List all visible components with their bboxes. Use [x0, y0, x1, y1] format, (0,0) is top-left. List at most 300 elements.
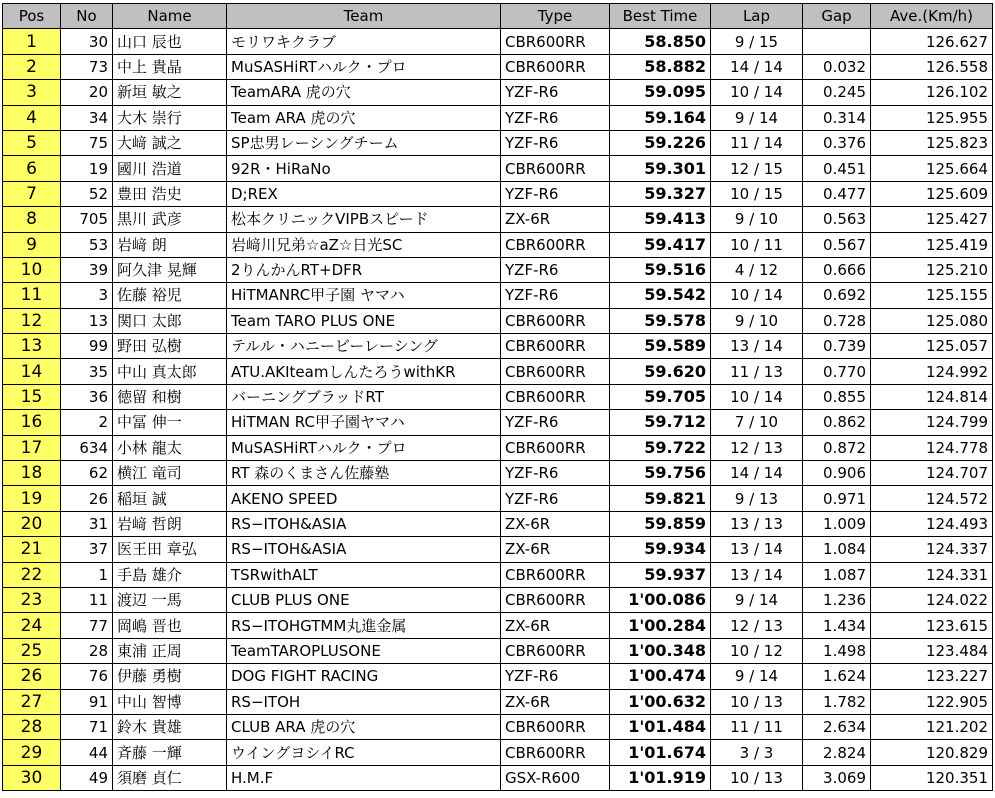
cell-team: RS−ITOHGTMM丸進金属 — [227, 613, 501, 638]
cell-lap: 7 / 10 — [711, 410, 803, 435]
cell-name: 東浦 正周 — [113, 638, 227, 663]
cell-type: CBR600RR — [501, 562, 610, 587]
cell-lap: 10 / 15 — [711, 181, 803, 206]
cell-lap: 11 / 14 — [711, 130, 803, 155]
cell-no: 73 — [61, 54, 113, 79]
cell-no: 99 — [61, 334, 113, 359]
table-row — [3, 410, 993, 435]
results-table — [2, 3, 993, 791]
cell-pos: 9 — [3, 232, 61, 257]
cell-lap: 12 / 13 — [711, 435, 803, 460]
table-row — [3, 181, 993, 206]
cell-name: 須磨 貞仁 — [113, 765, 227, 790]
table-row — [3, 384, 993, 409]
cell-pos: 19 — [3, 486, 61, 511]
table-row — [3, 257, 993, 282]
cell-ave-speed: 124.814 — [871, 384, 993, 409]
cell-gap: 1.009 — [803, 511, 871, 536]
table-row — [3, 156, 993, 181]
cell-team: RS−ITOH&ASIA — [227, 511, 501, 536]
cell-best-time: 1'00.474 — [610, 664, 711, 689]
cell-ave-speed: 125.664 — [871, 156, 993, 181]
cell-best-time: 58.882 — [610, 54, 711, 79]
cell-type: ZX-6R — [501, 689, 610, 714]
cell-lap: 9 / 14 — [711, 587, 803, 612]
cell-pos: 14 — [3, 359, 61, 384]
results-body — [3, 29, 993, 791]
cell-team: ウイングヨシイRC — [227, 740, 501, 765]
cell-no: 19 — [61, 156, 113, 181]
cell-best-time: 1'01.674 — [610, 740, 711, 765]
header-row — [3, 4, 993, 29]
cell-no: 28 — [61, 638, 113, 663]
table-row — [3, 334, 993, 359]
cell-pos: 13 — [3, 334, 61, 359]
cell-no: 91 — [61, 689, 113, 714]
table-row — [3, 308, 993, 333]
cell-lap: 11 / 13 — [711, 359, 803, 384]
cell-lap: 10 / 14 — [711, 384, 803, 409]
cell-name: 豊田 浩史 — [113, 181, 227, 206]
cell-name: 横江 竜司 — [113, 461, 227, 486]
cell-no: 35 — [61, 359, 113, 384]
cell-type: YZF-R6 — [501, 80, 610, 105]
cell-pos: 11 — [3, 283, 61, 308]
cell-gap: 1.087 — [803, 562, 871, 587]
cell-lap: 3 / 3 — [711, 740, 803, 765]
cell-gap: 0.245 — [803, 80, 871, 105]
cell-no: 53 — [61, 232, 113, 257]
cell-lap: 11 / 11 — [711, 714, 803, 739]
table-row — [3, 130, 993, 155]
cell-lap: 10 / 14 — [711, 80, 803, 105]
cell-no: 20 — [61, 80, 113, 105]
cell-name: 中山 智博 — [113, 689, 227, 714]
cell-team: Team TARO PLUS ONE — [227, 308, 501, 333]
cell-team: 岩﨑川兄弟☆aZ☆日光SC — [227, 232, 501, 257]
cell-ave-speed: 120.351 — [871, 765, 993, 790]
cell-lap: 9 / 14 — [711, 105, 803, 130]
cell-best-time: 59.722 — [610, 435, 711, 460]
cell-best-time: 59.301 — [610, 156, 711, 181]
cell-type: ZX-6R — [501, 537, 610, 562]
cell-lap: 10 / 13 — [711, 689, 803, 714]
header-ave-speed: Ave.(Km/h) — [871, 4, 993, 29]
cell-best-time: 59.712 — [610, 410, 711, 435]
cell-team: 2りんかんRT+DFR — [227, 257, 501, 282]
cell-no: 31 — [61, 511, 113, 536]
cell-name: 医王田 章弘 — [113, 537, 227, 562]
cell-best-time: 1'00.086 — [610, 587, 711, 612]
cell-type: ZX-6R — [501, 613, 610, 638]
cell-ave-speed: 120.829 — [871, 740, 993, 765]
cell-type: CBR600RR — [501, 638, 610, 663]
cell-lap: 13 / 13 — [711, 511, 803, 536]
cell-ave-speed: 125.080 — [871, 308, 993, 333]
cell-ave-speed: 125.427 — [871, 207, 993, 232]
cell-best-time: 59.620 — [610, 359, 711, 384]
cell-no: 44 — [61, 740, 113, 765]
cell-best-time: 59.226 — [610, 130, 711, 155]
cell-gap: 0.563 — [803, 207, 871, 232]
table-row — [3, 740, 993, 765]
cell-best-time: 58.850 — [610, 29, 711, 54]
cell-team: 92R・HiRaNo — [227, 156, 501, 181]
cell-team: バーニングブラッドRT — [227, 384, 501, 409]
header-type: Type — [501, 4, 610, 29]
cell-ave-speed: 124.992 — [871, 359, 993, 384]
cell-ave-speed: 124.778 — [871, 435, 993, 460]
table-row — [3, 714, 993, 739]
cell-ave-speed: 124.022 — [871, 587, 993, 612]
cell-ave-speed: 125.210 — [871, 257, 993, 282]
cell-best-time: 59.516 — [610, 257, 711, 282]
cell-pos: 22 — [3, 562, 61, 587]
cell-ave-speed: 126.627 — [871, 29, 993, 54]
cell-pos: 5 — [3, 130, 61, 155]
table-row — [3, 283, 993, 308]
cell-gap: 1.782 — [803, 689, 871, 714]
cell-type: YZF-R6 — [501, 461, 610, 486]
cell-best-time: 59.937 — [610, 562, 711, 587]
cell-gap: 0.971 — [803, 486, 871, 511]
cell-type: YZF-R6 — [501, 257, 610, 282]
cell-best-time: 59.578 — [610, 308, 711, 333]
cell-no: 11 — [61, 587, 113, 612]
cell-type: CBR600RR — [501, 435, 610, 460]
cell-lap: 10 / 13 — [711, 765, 803, 790]
cell-lap: 9 / 15 — [711, 29, 803, 54]
cell-team: DOG FIGHT RACING — [227, 664, 501, 689]
cell-name: 中冨 伸一 — [113, 410, 227, 435]
cell-name: 佐藤 裕児 — [113, 283, 227, 308]
cell-pos: 2 — [3, 54, 61, 79]
cell-ave-speed: 125.823 — [871, 130, 993, 155]
cell-team: RT 森のくまさん佐藤塾 — [227, 461, 501, 486]
cell-lap: 9 / 13 — [711, 486, 803, 511]
cell-team: RS−ITOH&ASIA — [227, 537, 501, 562]
table-row — [3, 461, 993, 486]
cell-gap: 0.872 — [803, 435, 871, 460]
cell-type: YZF-R6 — [501, 283, 610, 308]
cell-lap: 10 / 14 — [711, 283, 803, 308]
cell-pos: 7 — [3, 181, 61, 206]
header-no: No — [61, 4, 113, 29]
cell-no: 77 — [61, 613, 113, 638]
cell-gap: 1.236 — [803, 587, 871, 612]
cell-pos: 26 — [3, 664, 61, 689]
cell-gap: 1.434 — [803, 613, 871, 638]
header-gap: Gap — [803, 4, 871, 29]
header-best-time: Best Time — [610, 4, 711, 29]
cell-no: 39 — [61, 257, 113, 282]
cell-gap: 3.069 — [803, 765, 871, 790]
cell-ave-speed: 124.707 — [871, 461, 993, 486]
cell-type: CBR600RR — [501, 156, 610, 181]
cell-name: 中山 真太郎 — [113, 359, 227, 384]
cell-pos: 20 — [3, 511, 61, 536]
cell-name: 黒川 武彦 — [113, 207, 227, 232]
cell-ave-speed: 124.799 — [871, 410, 993, 435]
cell-pos: 27 — [3, 689, 61, 714]
cell-gap: 0.862 — [803, 410, 871, 435]
cell-lap: 9 / 10 — [711, 207, 803, 232]
table-row — [3, 689, 993, 714]
cell-gap: 0.666 — [803, 257, 871, 282]
cell-lap: 12 / 13 — [711, 613, 803, 638]
cell-name: 稲垣 誠 — [113, 486, 227, 511]
cell-pos: 23 — [3, 587, 61, 612]
cell-best-time: 59.327 — [610, 181, 711, 206]
header-team: Team — [227, 4, 501, 29]
cell-best-time: 59.934 — [610, 537, 711, 562]
cell-best-time: 1'00.632 — [610, 689, 711, 714]
cell-pos: 29 — [3, 740, 61, 765]
cell-gap: 0.032 — [803, 54, 871, 79]
cell-name: 野田 弘樹 — [113, 334, 227, 359]
cell-pos: 21 — [3, 537, 61, 562]
cell-ave-speed: 125.609 — [871, 181, 993, 206]
cell-lap: 12 / 15 — [711, 156, 803, 181]
cell-no: 13 — [61, 308, 113, 333]
header-lap: Lap — [711, 4, 803, 29]
cell-type: CBR600RR — [501, 334, 610, 359]
cell-pos: 3 — [3, 80, 61, 105]
cell-no: 634 — [61, 435, 113, 460]
cell-type: CBR600RR — [501, 714, 610, 739]
cell-gap: 0.451 — [803, 156, 871, 181]
cell-lap: 13 / 14 — [711, 537, 803, 562]
cell-best-time: 59.756 — [610, 461, 711, 486]
cell-no: 52 — [61, 181, 113, 206]
header-pos: Pos — [3, 4, 61, 29]
table-row — [3, 29, 993, 54]
cell-ave-speed: 126.102 — [871, 80, 993, 105]
cell-name: 鈴木 貴雄 — [113, 714, 227, 739]
cell-ave-speed: 125.155 — [871, 283, 993, 308]
cell-best-time: 59.164 — [610, 105, 711, 130]
cell-type: YZF-R6 — [501, 486, 610, 511]
cell-best-time: 59.413 — [610, 207, 711, 232]
cell-ave-speed: 125.057 — [871, 334, 993, 359]
cell-gap: 1.624 — [803, 664, 871, 689]
table-row — [3, 232, 993, 257]
cell-no: 1 — [61, 562, 113, 587]
cell-name: 小林 龍太 — [113, 435, 227, 460]
cell-pos: 10 — [3, 257, 61, 282]
cell-name: 岡嶋 晋也 — [113, 613, 227, 638]
cell-name: 渡辺 一馬 — [113, 587, 227, 612]
table-row — [3, 105, 993, 130]
cell-lap: 10 / 12 — [711, 638, 803, 663]
cell-type: YZF-R6 — [501, 105, 610, 130]
cell-name: 大﨑 誠之 — [113, 130, 227, 155]
cell-gap: 0.728 — [803, 308, 871, 333]
cell-pos: 1 — [3, 29, 61, 54]
header-name: Name — [113, 4, 227, 29]
cell-name: 中上 貴晶 — [113, 54, 227, 79]
cell-gap: 0.770 — [803, 359, 871, 384]
cell-name: 阿久津 晃輝 — [113, 257, 227, 282]
cell-gap: 0.906 — [803, 461, 871, 486]
cell-pos: 8 — [3, 207, 61, 232]
cell-best-time: 59.821 — [610, 486, 711, 511]
table-row — [3, 562, 993, 587]
cell-pos: 18 — [3, 461, 61, 486]
cell-lap: 13 / 14 — [711, 334, 803, 359]
cell-type: GSX-R600 — [501, 765, 610, 790]
cell-team: テルル・ハニービーレーシング — [227, 334, 501, 359]
cell-gap: 1.084 — [803, 537, 871, 562]
cell-lap: 4 / 12 — [711, 257, 803, 282]
table-row — [3, 207, 993, 232]
cell-ave-speed: 123.227 — [871, 664, 993, 689]
cell-team: TSRwithALT — [227, 562, 501, 587]
cell-type: CBR600RR — [501, 232, 610, 257]
cell-pos: 4 — [3, 105, 61, 130]
cell-best-time: 1'01.919 — [610, 765, 711, 790]
cell-no: 62 — [61, 461, 113, 486]
cell-team: Team ARA 虎の穴 — [227, 105, 501, 130]
cell-type: YZF-R6 — [501, 664, 610, 689]
cell-pos: 6 — [3, 156, 61, 181]
table-row — [3, 537, 993, 562]
cell-type: CBR600RR — [501, 740, 610, 765]
cell-best-time: 1'01.484 — [610, 714, 711, 739]
cell-team: 松本クリニックVIPBスピード — [227, 207, 501, 232]
cell-lap: 13 / 14 — [711, 562, 803, 587]
cell-no: 2 — [61, 410, 113, 435]
cell-pos: 16 — [3, 410, 61, 435]
cell-no: 49 — [61, 765, 113, 790]
cell-pos: 25 — [3, 638, 61, 663]
cell-type: YZF-R6 — [501, 130, 610, 155]
results-header — [3, 4, 993, 29]
cell-type: CBR600RR — [501, 384, 610, 409]
cell-name: 関口 太郎 — [113, 308, 227, 333]
cell-pos: 28 — [3, 714, 61, 739]
cell-team: CLUB PLUS ONE — [227, 587, 501, 612]
cell-gap: 0.855 — [803, 384, 871, 409]
cell-gap: 2.824 — [803, 740, 871, 765]
cell-best-time: 59.589 — [610, 334, 711, 359]
cell-lap: 9 / 14 — [711, 664, 803, 689]
cell-no: 705 — [61, 207, 113, 232]
cell-gap: 0.477 — [803, 181, 871, 206]
cell-gap: 0.314 — [803, 105, 871, 130]
cell-lap: 9 / 10 — [711, 308, 803, 333]
cell-name: 徳留 和樹 — [113, 384, 227, 409]
cell-no: 34 — [61, 105, 113, 130]
cell-name: 新垣 敏之 — [113, 80, 227, 105]
cell-ave-speed: 124.331 — [871, 562, 993, 587]
cell-best-time: 59.542 — [610, 283, 711, 308]
cell-team: SP忠男レーシングチーム — [227, 130, 501, 155]
table-row — [3, 54, 993, 79]
cell-type: CBR600RR — [501, 359, 610, 384]
cell-gap: 1.498 — [803, 638, 871, 663]
table-row — [3, 613, 993, 638]
table-row — [3, 80, 993, 105]
cell-pos: 24 — [3, 613, 61, 638]
cell-best-time: 59.705 — [610, 384, 711, 409]
cell-best-time: 59.095 — [610, 80, 711, 105]
cell-type: CBR600RR — [501, 29, 610, 54]
cell-no: 71 — [61, 714, 113, 739]
cell-ave-speed: 122.905 — [871, 689, 993, 714]
cell-lap: 10 / 11 — [711, 232, 803, 257]
cell-best-time: 1'00.348 — [610, 638, 711, 663]
cell-pos: 30 — [3, 765, 61, 790]
cell-ave-speed: 124.572 — [871, 486, 993, 511]
cell-lap: 14 / 14 — [711, 54, 803, 79]
cell-name: 大木 崇行 — [113, 105, 227, 130]
cell-type: CBR600RR — [501, 308, 610, 333]
cell-name: 國川 浩道 — [113, 156, 227, 181]
cell-gap: 0.567 — [803, 232, 871, 257]
cell-team: モリワキクラブ — [227, 29, 501, 54]
cell-team: TeamTAROPLUSONE — [227, 638, 501, 663]
cell-gap: 0.692 — [803, 283, 871, 308]
cell-ave-speed: 125.419 — [871, 232, 993, 257]
cell-pos: 12 — [3, 308, 61, 333]
cell-ave-speed: 126.558 — [871, 54, 993, 79]
cell-ave-speed: 124.337 — [871, 537, 993, 562]
cell-no: 26 — [61, 486, 113, 511]
cell-type: YZF-R6 — [501, 410, 610, 435]
table-row — [3, 435, 993, 460]
cell-type: CBR600RR — [501, 54, 610, 79]
cell-pos: 17 — [3, 435, 61, 460]
cell-type: ZX-6R — [501, 511, 610, 536]
cell-team: MuSASHiRTハルク・プロ — [227, 54, 501, 79]
cell-team: CLUB ARA 虎の穴 — [227, 714, 501, 739]
table-row — [3, 765, 993, 790]
table-row — [3, 359, 993, 384]
cell-type: CBR600RR — [501, 587, 610, 612]
cell-gap: 0.376 — [803, 130, 871, 155]
cell-team: HiTMAN RC甲子園ヤマハ — [227, 410, 501, 435]
cell-team: HiTMANRC甲子園 ヤマハ — [227, 283, 501, 308]
cell-team: ATU.AKIteamしんたろうwithKR — [227, 359, 501, 384]
cell-no: 76 — [61, 664, 113, 689]
cell-best-time: 1'00.284 — [610, 613, 711, 638]
table-row — [3, 638, 993, 663]
cell-team: D;REX — [227, 181, 501, 206]
cell-gap: 0.739 — [803, 334, 871, 359]
cell-ave-speed: 123.615 — [871, 613, 993, 638]
cell-name: 伊藤 勇樹 — [113, 664, 227, 689]
cell-no: 37 — [61, 537, 113, 562]
cell-team: RS−ITOH — [227, 689, 501, 714]
table-row — [3, 587, 993, 612]
table-row — [3, 664, 993, 689]
cell-name: 手島 雄介 — [113, 562, 227, 587]
cell-best-time: 59.417 — [610, 232, 711, 257]
cell-team: TeamARA 虎の穴 — [227, 80, 501, 105]
table-row — [3, 511, 993, 536]
cell-ave-speed: 121.202 — [871, 714, 993, 739]
cell-name: 岩﨑 哲朗 — [113, 511, 227, 536]
cell-no: 3 — [61, 283, 113, 308]
cell-gap: 2.634 — [803, 714, 871, 739]
table-row — [3, 486, 993, 511]
cell-lap: 14 / 14 — [711, 461, 803, 486]
cell-team: H.M.F — [227, 765, 501, 790]
cell-ave-speed: 123.484 — [871, 638, 993, 663]
cell-no: 75 — [61, 130, 113, 155]
cell-gap — [803, 29, 871, 54]
